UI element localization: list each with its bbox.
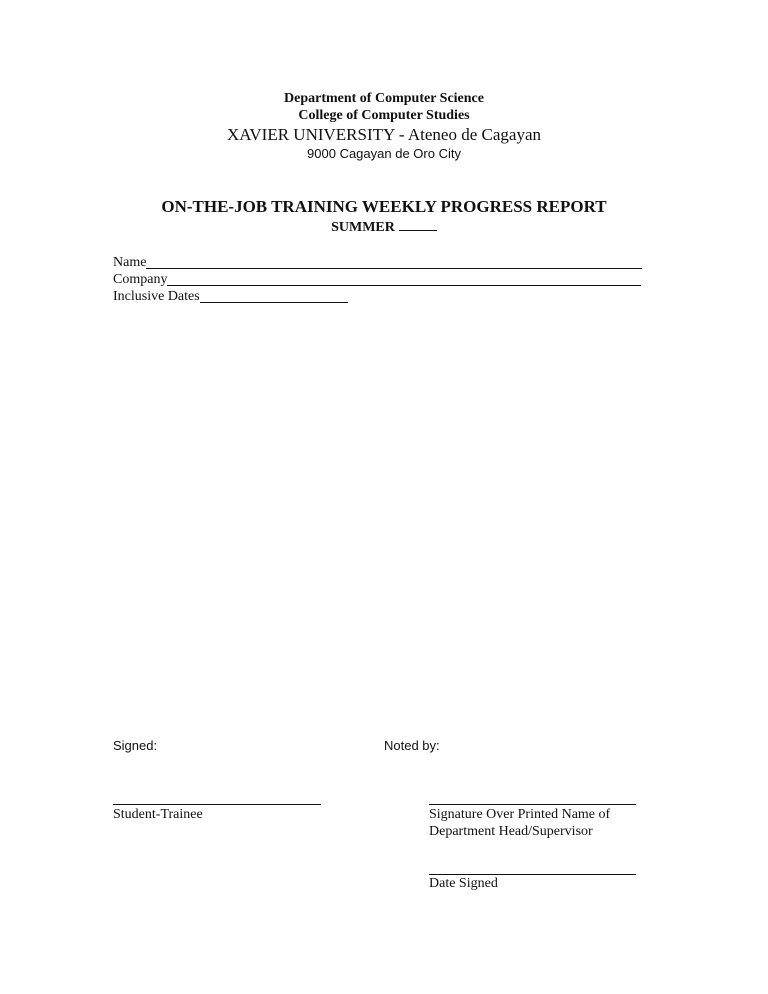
- date-signed-line[interactable]: [429, 874, 636, 875]
- name-input-line[interactable]: [146, 255, 642, 269]
- supervisor-label-line2: Department Head/Supervisor: [429, 824, 593, 839]
- term-blank[interactable]: [399, 218, 437, 231]
- term-line: [0, 218, 768, 236]
- university-name: XAVIER UNIVERSITY - Ateneo de Cagayan: [227, 125, 541, 144]
- date-signed-label: Date Signed: [429, 876, 498, 891]
- signed-label: Signed:: [113, 738, 158, 753]
- dates-field: [113, 287, 348, 304]
- dates-input-line[interactable]: [200, 289, 348, 303]
- student-signature-line[interactable]: [113, 804, 321, 805]
- name-label: Name: [113, 255, 147, 270]
- university-address: 9000 Cagayan de Oro City: [307, 146, 461, 161]
- dates-label: Inclusive Dates: [113, 289, 200, 304]
- noted-by-label: Noted by:: [384, 738, 440, 753]
- name-field: [113, 253, 642, 270]
- company-input-line[interactable]: [167, 272, 641, 286]
- college-name: College of Computer Studies: [298, 108, 470, 123]
- student-trainee-label: Student-Trainee: [113, 807, 203, 822]
- company-field: [113, 270, 641, 287]
- department-name: Department of Computer Science: [284, 91, 484, 106]
- report-title: ON-THE-JOB TRAINING WEEKLY PROGRESS REPORT: [161, 197, 607, 216]
- company-label: Company: [113, 272, 168, 287]
- supervisor-signature-line[interactable]: [429, 804, 636, 805]
- term-label: SUMMER: [331, 220, 395, 235]
- supervisor-label-line1: Signature Over Printed Name of: [429, 807, 611, 822]
